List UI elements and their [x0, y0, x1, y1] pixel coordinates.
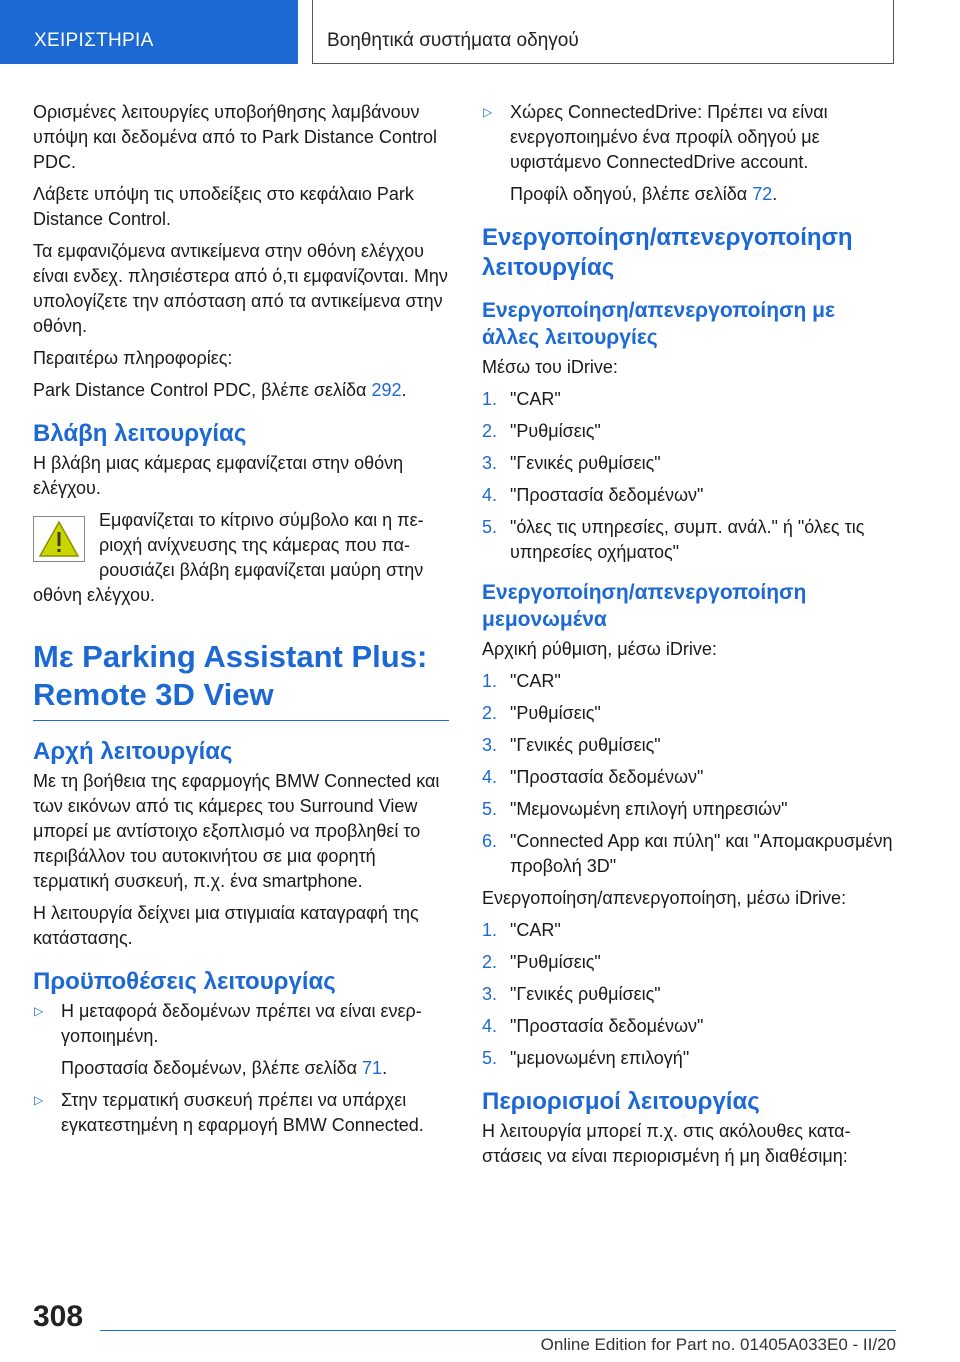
step-text: "CAR"	[510, 671, 561, 691]
step-text: "Προστασία δεδομένων"	[510, 1016, 704, 1036]
requirement-2	[33, 1088, 449, 1138]
requirement-1-text: Η μεταφορά δεδομένων πρέπει να είναι ενεργοποιημένη.	[61, 1001, 422, 1046]
step-number: 5.	[482, 799, 498, 819]
requirement-3-reference-end: .	[772, 184, 778, 204]
list-item[interactable]	[482, 765, 894, 790]
fault-warning-block	[33, 508, 449, 608]
pdc-reference-text: Park Distance Control PDC, βλέπε σελίδα	[33, 380, 372, 400]
page-link-71[interactable]: 71	[362, 1058, 383, 1078]
requirement-3	[482, 100, 894, 175]
heading-remote-3d-view: Με Parking Assistant Plus: Remote 3D View	[33, 638, 449, 721]
step-number: 3.	[482, 984, 498, 1004]
principle-paragraph-1: Με τη βοήθεια της εφαρμογής BMW Connected και των εικόνων από τις κάμερες του Surround View μπορεί με αντίστοιχο εξοπλισμό να προβληθεί το περιβάλλον του αυτοκινήτου σε μια φορητή τερματική συσκευή, π.χ. ένα smartphone.	[33, 771, 440, 891]
requirement-1-reference-end: .	[382, 1058, 388, 1078]
requirement-1	[33, 999, 449, 1049]
step-text: "Γενικές ρυθμίσεις"	[510, 984, 661, 1004]
heading-principle: Αρχή λειτουργίας	[33, 738, 233, 765]
step-text: "Ρυθμίσεις"	[510, 421, 601, 441]
step-number: 4.	[482, 767, 498, 787]
fault-paragraph: Η βλάβη μιας κάμερας εμφανίζεται στην οθόνη ελέγχου.	[33, 453, 404, 498]
warning-triangle-icon	[33, 516, 85, 562]
footer-divider	[100, 1330, 896, 1331]
intro-paragraph-1: Ορισμένες λειτουργίες υποβοήθησης λαμβάνουν υπόψη και δεδομένα από το Park Distance Control PDC.	[33, 102, 437, 172]
step-text: "μεμονωμένη επιλογή"	[510, 1048, 690, 1068]
step-text: "Γενικές ρυθμίσεις"	[510, 735, 661, 755]
heading-fault: Βλάβη λειτουργίας	[33, 420, 247, 447]
step-number: 4.	[482, 1016, 498, 1036]
step-text: "Ρυθμίσεις"	[510, 703, 601, 723]
list-item[interactable]	[482, 483, 894, 508]
step-number: 1.	[482, 389, 498, 409]
page-header	[0, 0, 960, 66]
triangle-right-icon: ▷	[483, 105, 493, 119]
intro-paragraph-3: Τα εμφανιζόμενα αντικείμενα στην οθόνη ελέγχου είναι ενδεχ. πλησιέστερα από ό,τι εμφανίζονται. Μην υπολογίζετε την απόσταση από τα αντικείμενα στην οθόνη.	[33, 241, 448, 336]
step-number: 2.	[482, 703, 498, 723]
step-text: "Μεμονωμένη επιλογή υπηρεσιών"	[510, 799, 788, 819]
step-number: 5.	[482, 1048, 498, 1068]
step-number: 6.	[482, 831, 498, 851]
page-link-72[interactable]: 72	[752, 184, 773, 204]
pdc-reference-end: .	[401, 380, 407, 400]
requirement-3-reference	[482, 182, 894, 207]
onoff-steps-list	[482, 918, 894, 1071]
step-number: 1.	[482, 671, 498, 691]
step-number: 2.	[482, 421, 498, 441]
page-link-292[interactable]: 292	[371, 380, 402, 400]
step-text: "CAR"	[510, 389, 561, 409]
page-number: 308	[33, 1300, 84, 1333]
section-title: Βοηθητικά συστήματα οδηγού	[312, 0, 894, 64]
step-number: 3.	[482, 453, 498, 473]
triangle-right-icon: ▷	[34, 1004, 44, 1018]
requirement-1-reference-text: Προστασία δεδομένων, βλέπε σελίδα	[61, 1058, 363, 1078]
step-text: "Προστασία δεδομένων"	[510, 485, 704, 505]
list-item[interactable]	[482, 829, 894, 879]
list-item[interactable]	[482, 982, 894, 1007]
list-item[interactable]	[482, 669, 894, 694]
heading-requirements: Προϋποθέσεις λειτουργίας	[33, 968, 336, 995]
pdc-reference	[33, 378, 449, 403]
step-text: "Γενικές ρυθμίσεις"	[510, 453, 661, 473]
list-item[interactable]	[482, 1014, 894, 1039]
limits-paragraph: Η λειτουργία μπορεί π.χ. στις ακόλουθες καταστάσεις να είναι περιορισμένη ή μη διαθέσιμη:	[482, 1121, 851, 1166]
list-item[interactable]	[482, 918, 894, 943]
list-item[interactable]	[482, 419, 894, 444]
step-number: 3.	[482, 735, 498, 755]
intro-paragraph-4: Περαιτέρω πληροφορίες:	[33, 348, 233, 368]
heading-on-off: Ενεργοποίηση/απενεργοποίηση λειτουργίας	[482, 224, 853, 281]
right-column	[482, 100, 894, 1176]
other-intro: Μέσω του iDrive:	[482, 357, 618, 377]
list-item[interactable]	[482, 451, 894, 476]
list-item[interactable]	[482, 797, 894, 822]
requirement-3-text: Χώρες ConnectedDrive: Πρέπει να είναι ενεργοποιημένο ένα προφίλ οδηγού με υφιστάμενο ConnectedDrive account.	[510, 102, 828, 172]
step-number: 1.	[482, 920, 498, 940]
list-item[interactable]	[482, 387, 894, 412]
requirement-3-reference-text: Προφίλ οδηγού, βλέπε σελίδα	[510, 184, 753, 204]
chapter-tab: ΧΕΙΡΙΣΤΗΡΙΑ	[0, 0, 298, 64]
list-item[interactable]	[482, 701, 894, 726]
edition-note: Online Edition for Part no. 01405A033E0 - II/20	[540, 1335, 896, 1354]
principle-paragraph-2: Η λειτουργία δείχνει μια στιγμιαία καταγραφή της κατάστασης.	[33, 903, 419, 948]
onoff-intro: Ενεργοποίηση/απενεργοποίηση, μέσω iDrive:	[482, 888, 847, 908]
heading-limits: Περιορισμοί λειτουργίας	[482, 1088, 760, 1115]
other-steps-list	[482, 387, 894, 565]
requirement-1-reference	[33, 1056, 449, 1081]
list-item[interactable]	[482, 1046, 894, 1071]
step-text: "Connected App και πύλη" και "Απομακρυσμένη προβολή 3D"	[510, 831, 893, 876]
step-number: 5.	[482, 517, 498, 537]
step-text: "CAR"	[510, 920, 561, 940]
fault-warning-text: Εμφανίζεται το κίτρινο σύμβολο και η περιοχή ανίχνευσης της κάμερας που παρουσιάζει βλάβη εμφανίζεται μαύρη στην οθόνη ελέγχου.	[33, 510, 424, 605]
list-item[interactable]	[482, 950, 894, 975]
triangle-right-icon: ▷	[34, 1093, 44, 1107]
list-item[interactable]	[482, 515, 894, 565]
requirement-2-text: Στην τερματική συσκευή πρέπει να υπάρχει εγκατεστημένη η εφαρμογή BMW Connected.	[61, 1090, 424, 1135]
heading-on-off-single: Ενεργοποίηση/απενεργοποίηση μεμονωμένα	[482, 581, 807, 631]
step-text: "Προστασία δεδομένων"	[510, 767, 704, 787]
step-text: "όλες τις υπηρεσίες, συμπ. ανάλ." ή "όλες τις υπηρεσίες οχήματος"	[510, 517, 865, 562]
single-intro: Αρχική ρύθμιση, μέσω iDrive:	[482, 639, 717, 659]
step-number: 4.	[482, 485, 498, 505]
heading-on-off-other: Ενεργοποίηση/απενεργοποίηση με άλλες λειτουργίες	[482, 299, 835, 349]
step-number: 2.	[482, 952, 498, 972]
list-item[interactable]	[482, 733, 894, 758]
step-text: "Ρυθμίσεις"	[510, 952, 601, 972]
intro-paragraph-2: Λάβετε υπόψη τις υποδείξεις στο κεφάλαιο Park Distance Control.	[33, 184, 414, 229]
single-steps-list	[482, 669, 894, 879]
left-column	[33, 100, 449, 1145]
